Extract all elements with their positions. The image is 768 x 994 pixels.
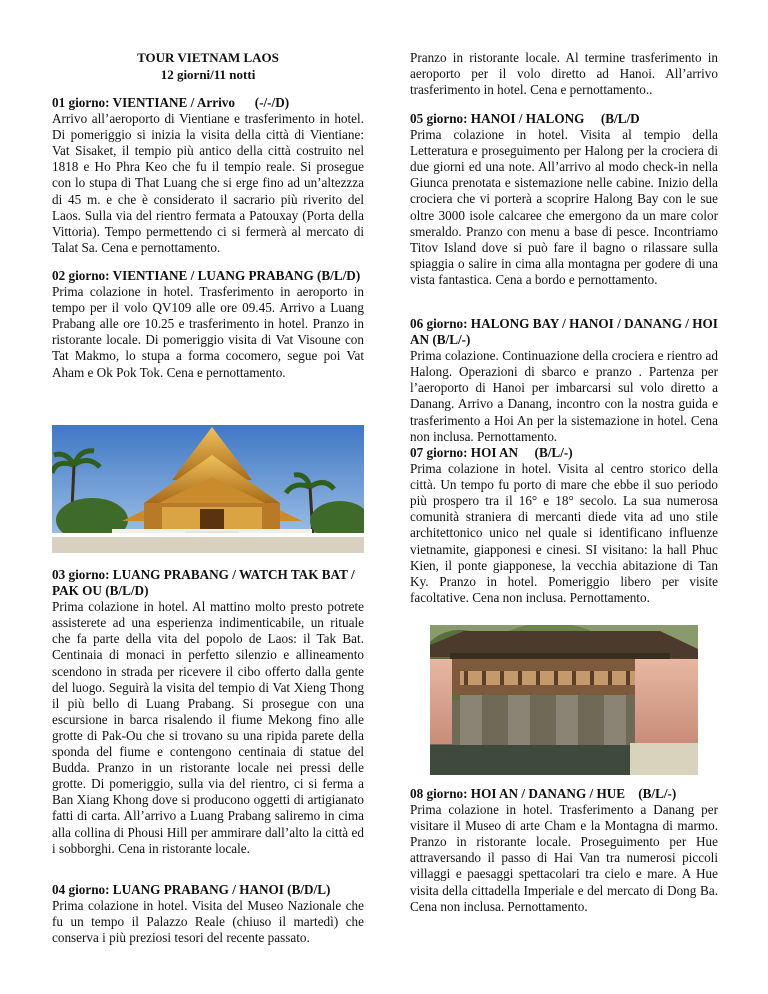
- day-6-heading: 06 giorno: HALONG BAY / HANOI / DANANG / HOI AN (B/L/-): [410, 316, 718, 348]
- day-2-heading: 02 giorno: VIENTIANE / LUANG PRABANG (B/L/D): [52, 268, 361, 283]
- day-3-heading: 03 giorno: LUANG PRABANG / WATCH TAK BAT / PAK OU (B/L/D): [52, 567, 355, 599]
- day-1: [52, 95, 364, 256]
- day-2-text: Prima colazione in hotel. Trasferimento in aeroporto in tempo per il volo QV109 alle ore 09.45. Arrivo a Luang Prabang alle ore 10.25 e trasferimento in hotel. Pranzo in ristorante locale. Di pomeriggio visita di Vat Visoune con Tat Makmo, lo stupa a forma cocomero, segue poi Vat Aham e Ok Pok Tok. Cena e pernottamento.: [52, 284, 364, 380]
- day-4-continued: [410, 50, 718, 98]
- day-2: [52, 268, 364, 381]
- day-3-text: Prima colazione in hotel. Al mattino molto presto potrete assisterete ad una esperienza indimenticabile, un rituale che fa parte della vita del popolo de Laos: il Tak Bat. Centinaia di monaci in perfetto silenzio e allineamento scendono in strada per ricevere il cibo offerto dalla gente del luogo. Seguirà la visita del tempio di Vat Xieng Thong il più bello di Luang Prabang. Si prosegue con una escursione in barca risalendo il fiume Mekong fino alle grotte di Pak-Ou che si trovano su una ripida parete della sponda del fiume e contengono centinaia di statue del Budda. Pranzo in un ristorante locale nei pressi delle grotte. Di pomeriggio, sulla via del rientro, ci si ferma a Ban Xiang Khong dove si producono oggetti di artigianato fatti di carta. All’arrivo a Luang Prabang saliremo in cima alla collina di Phousi Hill per ammirare dall’alto la città ed i sobborghi. Cena in ristorante locale.: [52, 599, 364, 856]
- day-5: [410, 111, 718, 288]
- day-4-text: Prima colazione in hotel. Visita del Museo Nazionale che fu un tempo il Palazzo Reale (chiuso il martedì) che conserva i più preziosi tesori del recente passato.: [52, 898, 364, 946]
- day-8-heading: 08 giorno: HOI AN / DANANG / HUE (B/L/-): [410, 786, 677, 801]
- day-7-text: Prima colazione in hotel. Visita al centro storico della città. Un tempo fu porto di mare che ebbe il suo periodo più prospero tra il 16° e 18° secolo. La sua numerosa comunità straniera di mercanti diede vita ad uno stile architettonico unico nel quale si identificano influenze vietnamite, giapponesi e cinesi. SI visitano: la hall Phuc Kien, il ponte giapponese, la vecchia abitazione di Tan Ky. Pranzo in hotel. Pomeriggio libero per visite facoltative. Cena non inclusa. Pernottamento.: [410, 461, 718, 605]
- day-6-text: Prima colazione. Continuazione della crociera e rientro ad Halong. Operazioni di sbarco e pranzo . Partenza per l’aeroporto di Hanoi per imbarcarsi sul volo diretto a Danang. Arrivo a Danang, incontro con la nostra guida e trasferimento a Hoi An per la sistemazione in hotel. Cena non inclusa. Pernottamento.: [410, 348, 718, 444]
- bridge-photo: [430, 625, 698, 775]
- day-1-heading: 01 giorno: VIENTIANE / Arrivo (-/-/D): [52, 95, 290, 110]
- day-8-text: Prima colazione in hotel. Trasferimento a Danang per visitare il Museo di arte Cham e la Montagna di marmo. Pranzo in ristorante locale. Proseguimento per Hue attraversando il passo di Hai Van tra numerosi piccoli villaggi e paesaggi spettacolari tra cielo e mare. A Hue visita della cittadella Imperiale e del mercato di Dong Ba. Cena non inclusa. Pernottamento.: [410, 802, 718, 914]
- page-subtitle: 12 giorni/11 notti: [160, 67, 256, 82]
- temple-photo: [52, 425, 364, 553]
- day-8: [410, 786, 718, 915]
- day-4-text-continued: Pranzo in ristorante locale. Al termine trasferimento in aeroporto per il volo diretto ad Hanoi. All’arrivo trasferimento in hotel. Cena e pernottamento..: [410, 50, 718, 98]
- page-title: TOUR VIETNAM LAOS: [137, 50, 279, 65]
- day-7-heading: 07 giorno: HOI AN (B/L/-): [410, 445, 573, 460]
- day-7: [410, 445, 718, 606]
- day-5-text: Prima colazione in hotel. Visita al tempio della Letteratura e proseguimento per Halong per la crociera di due giorni ed una note. All’arrivo al modo check-in nella Giunca prenotata e sistemazione nelle cabine. Inizio della crociera che vi porterà a scoprire Halong Bay con le sue oltre 3000 isole calcaree che emergono da un mare color smeraldo. Pranzo con menu a base di pesce. Incontriamo Titov Island dove si può fare il bagno o rilassare sulla spiaggia o salire in cima alla montagna per godere di una vista fantastica. Cena a bordo e pernottamento.: [410, 127, 718, 287]
- day-4: [52, 882, 364, 946]
- day-4-heading: 04 giorno: LUANG PRABANG / HANOI (B/D/L): [52, 882, 331, 897]
- day-5-heading: 05 giorno: HANOI / HALONG (B/L/D: [410, 111, 640, 126]
- day-1-text: Arrivo all’aeroporto di Vientiane e trasferimento in hotel. Di pomeriggio si inizia la visita della città di Vientiane: Vat Sisaket, il tempio più antico della città costruito nel 1818 e Ho Phra Keo che fu il tempio reale. Si prosegue con lo stupa di That Luang che si erge fino ad un’altezzza di 45 m. e che è considerato il sacrario più riverito del Laos. Sulla via del rientro fermata a Patouxay (Porta della Vittoria). Tempo permettendo ci si fermerà al mercato di Talat Sa. Cena e pernottamento.: [52, 111, 364, 255]
- day-6: [410, 316, 718, 445]
- day-3: [52, 567, 364, 857]
